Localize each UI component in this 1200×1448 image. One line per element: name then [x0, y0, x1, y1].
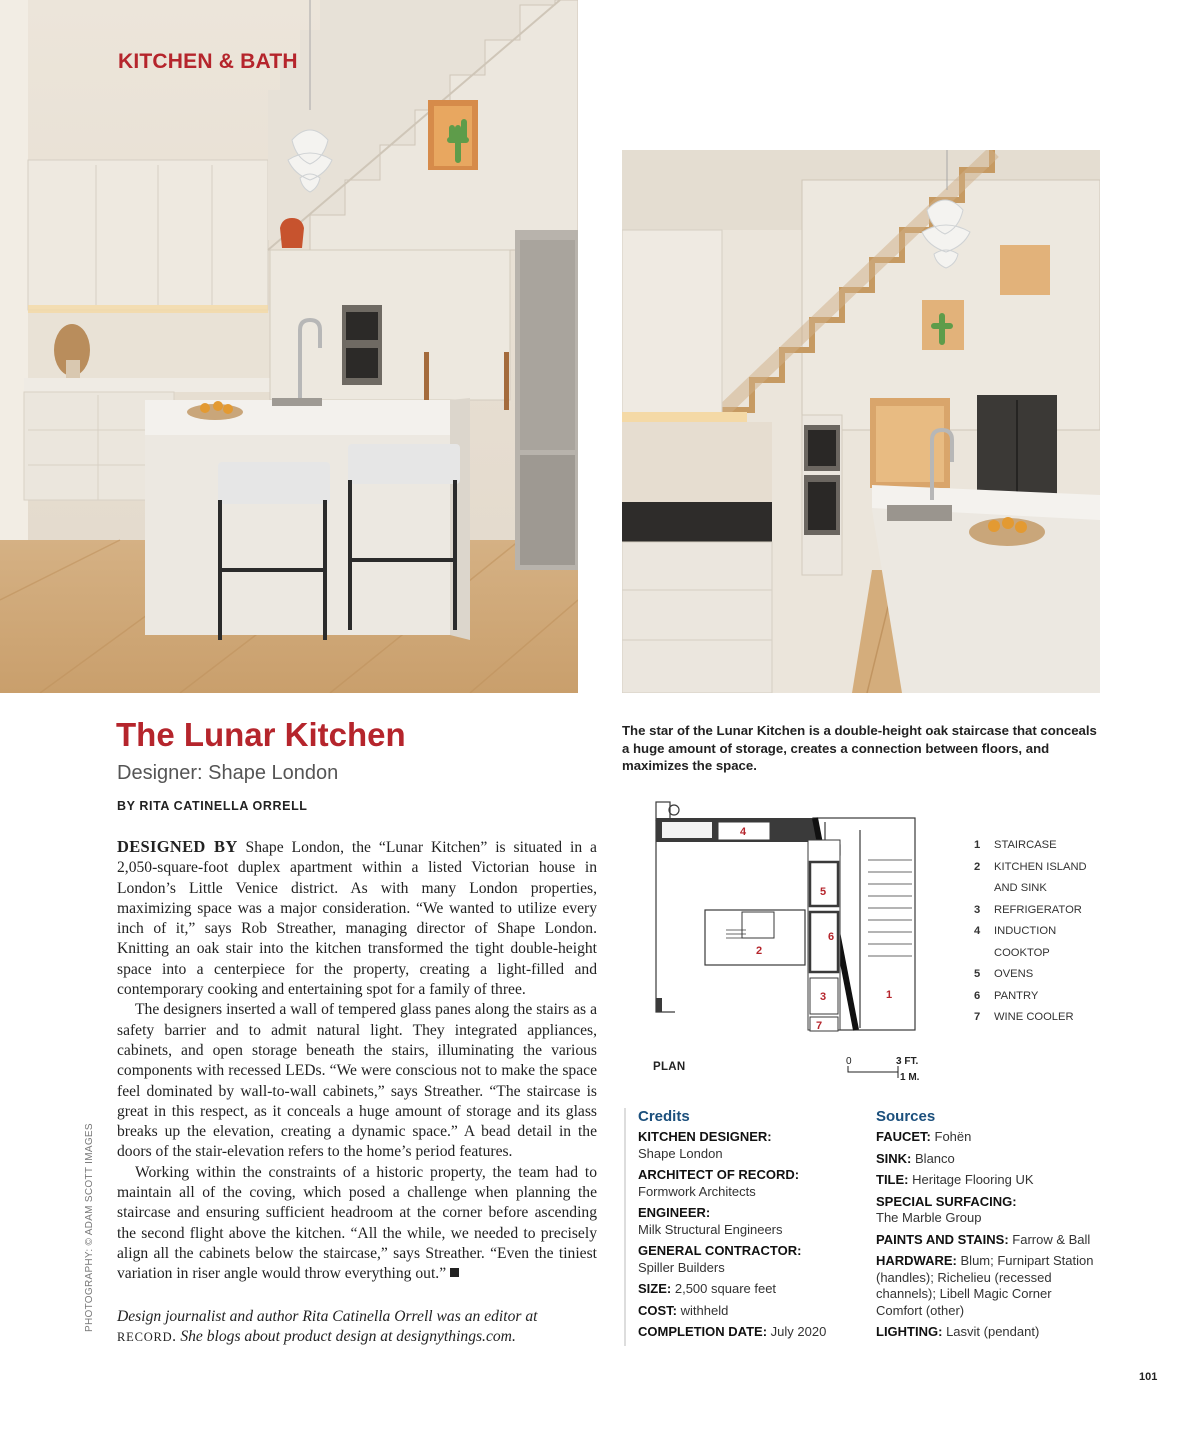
- article-body: [117, 837, 597, 1285]
- source-entry: [876, 1324, 1098, 1341]
- source-value: Heritage Flooring UK: [912, 1172, 1034, 1187]
- bio-text-end: . She blogs about product design at designythings.com.: [172, 1328, 516, 1345]
- kitchen-photo-staircase: [622, 150, 1100, 693]
- author-bio: [117, 1307, 597, 1347]
- sources-box: [876, 1108, 1098, 1346]
- source-key: FAUCET:: [876, 1129, 931, 1144]
- source-entry: [876, 1151, 1098, 1168]
- credit-key: COST:: [638, 1302, 677, 1318]
- credit-value: Shape London: [638, 1145, 723, 1161]
- credit-entry: [638, 1129, 846, 1162]
- source-key: LIGHTING:: [876, 1324, 943, 1339]
- legend-label: STAIRCASE: [994, 839, 1057, 851]
- source-value: Fohën: [934, 1129, 972, 1144]
- plan-scale-zero: 0: [846, 1056, 852, 1067]
- credit-value: Spiller Builders: [638, 1259, 725, 1275]
- byline: BY RITA CATINELLA ORRELL: [117, 799, 308, 813]
- legend-label: WINE COOLER: [994, 1011, 1074, 1023]
- article-subtitle: Designer: Shape London: [117, 762, 339, 784]
- legend-item: [974, 986, 1094, 1008]
- legend-number: 1: [974, 839, 981, 851]
- source-key: HARDWARE:: [876, 1253, 957, 1268]
- legend-item: [974, 857, 1094, 900]
- credit-value: Formwork Architects: [638, 1183, 756, 1199]
- source-value: The Marble Group: [876, 1210, 982, 1225]
- legend-item: [974, 835, 1094, 857]
- article-paragraph: [117, 837, 597, 1000]
- source-value: Blum; Furnipart Station (handles); Richelieu (recessed channels); Libell Magic Corner Comfort (other): [876, 1253, 1094, 1318]
- plan-marker-2: 2: [756, 945, 763, 957]
- source-entry: [876, 1129, 1098, 1146]
- sources-heading: Sources: [876, 1108, 936, 1125]
- credits-heading: Credits: [638, 1108, 690, 1125]
- credit-key: KITCHEN DESIGNER:: [638, 1129, 772, 1144]
- paragraph-text: Working within the constraints of a historic property, the team had to maintain all of the coving, which posed a challenge when planning the staircase and ensuring sufficient headroom at the corner before ascending the second flight above the kitchen. “All the while, we needed to precisely align all the cabinets below the staircase,” says Streather. “Even the tiniest variation in riser angle would throw everything out.”: [117, 1163, 597, 1283]
- source-entry: [876, 1253, 1098, 1319]
- photo-credit: [84, 1123, 95, 1340]
- source-key: SPECIAL SURFACING:: [876, 1193, 1017, 1209]
- plan-label: PLAN: [653, 1061, 686, 1073]
- credits-box: [624, 1108, 846, 1346]
- plan-scale-feet: 3 FT.: [896, 1056, 919, 1067]
- legend-item: [974, 900, 1094, 922]
- legend-item: [974, 1007, 1094, 1029]
- legend-number: 3: [974, 903, 981, 916]
- credit-entry: [638, 1205, 846, 1238]
- photo-caption: The star of the Lunar Kitchen is a double-height oak staircase that conceals a huge amount of storage, creates a connection between floors, and maximizes the space.: [622, 723, 1097, 773]
- legend-label: KITCHEN ISLAND AND SINK: [994, 860, 1087, 894]
- floor-plan-diagram: [650, 800, 930, 1090]
- source-entry: [876, 1232, 1098, 1249]
- paragraph-text: Shape London, the “Lunar Kitchen” is situated in a 2,050-square-foot duplex apartment within a listed Victorian house in London’s Little Venice district. As with many London properties, maximizing space was a major consideration. “We wanted to utilize every inch of it,” says Rob Streather, managing director of Shape London. Knitting an oak stair into the kitchen transformed the tight double-height space into a centerpiece for the property, creating a light-filled and contemporary cooking and entertaining spot for a family of three.: [117, 839, 597, 999]
- plan-legend: [974, 835, 1094, 1029]
- legend-number: 5: [974, 968, 981, 980]
- legend-label: OVENS: [994, 968, 1034, 980]
- legend-label: REFRIGERATOR: [994, 903, 1082, 916]
- article-paragraph: [117, 1163, 597, 1285]
- source-key: TILE:: [876, 1172, 909, 1187]
- credit-key: ENGINEER:: [638, 1205, 711, 1220]
- source-value: Blanco: [915, 1150, 955, 1166]
- credit-key: ARCHITECT OF RECORD:: [638, 1167, 800, 1182]
- legend-number: 4: [974, 925, 981, 937]
- kitchen-photo-island: [0, 0, 578, 693]
- legend-number: 7: [974, 1011, 981, 1023]
- section-tag: KITCHEN & BATH: [118, 50, 298, 73]
- credit-value: withheld: [680, 1302, 729, 1318]
- plan-marker-4: 4: [740, 826, 747, 838]
- end-mark-icon: [450, 1268, 459, 1277]
- bio-record-name: RECORD: [117, 1330, 173, 1344]
- credit-entry: [638, 1303, 846, 1320]
- plan-scale-meters: 1 M.: [900, 1072, 920, 1083]
- source-value: Lasvit (pendant): [946, 1324, 1040, 1339]
- credit-key: COMPLETION DATE:: [638, 1324, 768, 1339]
- credit-entry: [638, 1281, 846, 1298]
- credit-entry: [638, 1324, 846, 1341]
- source-value: Farrow & Ball: [1012, 1231, 1091, 1247]
- legend-number: 2: [974, 860, 981, 873]
- legend-item: [974, 921, 1094, 964]
- lead-in: DESIGNED BY: [117, 837, 238, 856]
- photo-credit-text: PHOTOGRAPHY: © ADAM SCOTT IMAGES: [84, 1123, 95, 1332]
- article-title: The Lunar Kitchen: [116, 716, 406, 753]
- credit-entry: [638, 1167, 846, 1200]
- legend-label: PANTRY: [994, 989, 1039, 1002]
- credit-key: GENERAL CONTRACTOR:: [638, 1243, 802, 1258]
- source-entry: [876, 1194, 1098, 1227]
- paragraph-text: The designers inserted a wall of tempered glass panes along the stairs as a safety barrier and to admit natural light. They integrated appliances, cabinets, and open storage beneath the stairs, illuminating the various components with recessed LEDs. “We were conscious not to make the space feel dominated by wall-to-wall cabinets,” says Streather. “The staircase is great in this respect, as it conceals a huge amount of storage and its glass breaks up the elevation, creating a dynamic space.” A bead detail in the doors of the stair-elevation refers to the home’s period features.: [117, 1001, 597, 1161]
- source-key: PAINTS AND STAINS:: [876, 1231, 1009, 1247]
- plan-marker-7: 7: [816, 1020, 823, 1032]
- bio-text: Design journalist and author Rita Catinella Orrell was an editor at: [117, 1308, 538, 1325]
- plan-marker-1: 1: [886, 989, 893, 1001]
- source-entry: [876, 1172, 1098, 1189]
- source-key: SINK:: [876, 1150, 912, 1166]
- credit-value: July 2020: [770, 1324, 827, 1339]
- credit-key: SIZE:: [638, 1281, 672, 1296]
- page-number: 101: [1139, 1371, 1158, 1383]
- legend-label: INDUCTION COOKTOP: [994, 925, 1057, 959]
- plan-marker-6: 6: [828, 931, 835, 943]
- credit-entry: [638, 1243, 846, 1276]
- plan-marker-5: 5: [820, 886, 827, 898]
- legend-number: 6: [974, 989, 981, 1002]
- credit-value: 2,500 square feet: [674, 1281, 777, 1296]
- plan-marker-3: 3: [820, 991, 827, 1003]
- legend-item: [974, 964, 1094, 986]
- credit-value: Milk Structural Engineers: [638, 1221, 783, 1237]
- article-paragraph: [117, 1000, 597, 1162]
